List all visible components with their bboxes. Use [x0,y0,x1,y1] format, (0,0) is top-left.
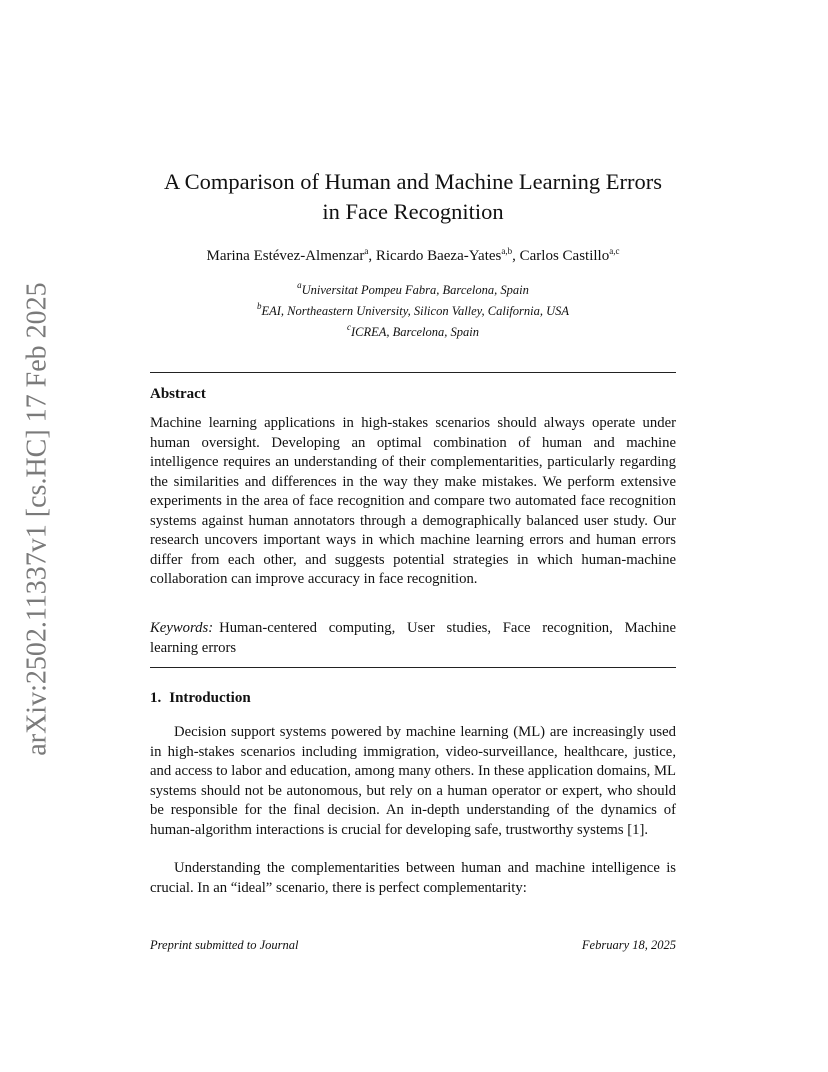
affiliations [150,277,676,340]
author-name: Carlos Castillo [519,248,610,264]
author-affiliation-marker: a,c [609,246,620,256]
affiliation-marker: a [297,280,302,290]
title-line-2: in Face Recognition [322,199,504,224]
affiliation-marker: c [347,322,351,332]
introduction-paragraph-2: Understanding the complementarities between human and machine intelligence is crucial. In an “ideal” scenario, there is perfect complementarity: [150,860,676,896]
keywords-text: Human-centered computing, User studies, Face recognition, Machine learning errors [150,620,676,656]
footer-preprint-note: Preprint submitted to Journal [150,938,299,952]
affiliation-text: EAI, Northeastern University, Silicon Valley, California, USA [261,304,570,318]
author-separator: , [512,248,520,264]
author-affiliation-marker: a [364,246,369,256]
section-heading-introduction [150,690,251,707]
paper-title [150,167,676,227]
abstract-heading: Abstract [150,386,206,402]
author-affiliation-marker: a,b [501,246,513,256]
affiliation-text: Universitat Pompeu Fabra, Barcelona, Spain [301,283,529,297]
affiliation-line [150,298,676,319]
affiliation-text: ICREA, Barcelona, Spain [351,325,479,339]
abstract-top-rule [150,372,676,373]
affiliation-line [150,277,676,298]
author-name: Marina Estévez-Almenzar [206,248,365,264]
author-separator: , [368,248,376,264]
keywords-label: Keywords: [150,620,214,636]
section-title: Introduction [169,690,251,706]
footer-date: February 18, 2025 [581,938,676,952]
author-list [150,246,676,265]
arxiv-identifier-text: arXiv:2502.11337v1 [cs.HC] 17 Feb 2025 [22,281,53,756]
abstract-text: Machine learning applications in high-stakes scenarios should always operate under human oversight. Developing an optimal combination of human and machine intelligence requires an understanding of their complementarities, particularly regarding the similarities and differences in the way they make mistakes. We perform extensive experiments in the area of face recognition and compare two automated face recognition systems against human annotators through a demographically balanced user study. Our research uncovers important ways in which machine learning errors and human errors differ from each other, and suggests potential strategies in which human-machine collaboration can improve accuracy in face recognition. [150,415,676,587]
affiliation-line [150,319,676,340]
title-line-1: A Comparison of Human and Machine Learning Errors [164,169,662,194]
section-number: 1. [150,690,162,706]
affiliation-marker: b [256,301,262,311]
introduction-paragraph-1: Decision support systems powered by machine learning (ML) are increasingly used in high-stakes scenarios including immigration, video-surveillance, healthcare, justice, and access to labor and education, among many others. In these application domains, ML systems should not be autonomous, but rely on a human operator or expert, who should be responsible for the final decision. An in-depth understanding of the dynamics of human-algorithm interactions is crucial for developing safe, trustworthy systems [1]. [150,724,676,838]
author-name: Ricardo Baeza-Yates [375,248,502,264]
keywords [150,619,676,658]
abstract-bottom-rule [150,667,676,668]
arxiv-identifier-stamp [8,279,68,758]
